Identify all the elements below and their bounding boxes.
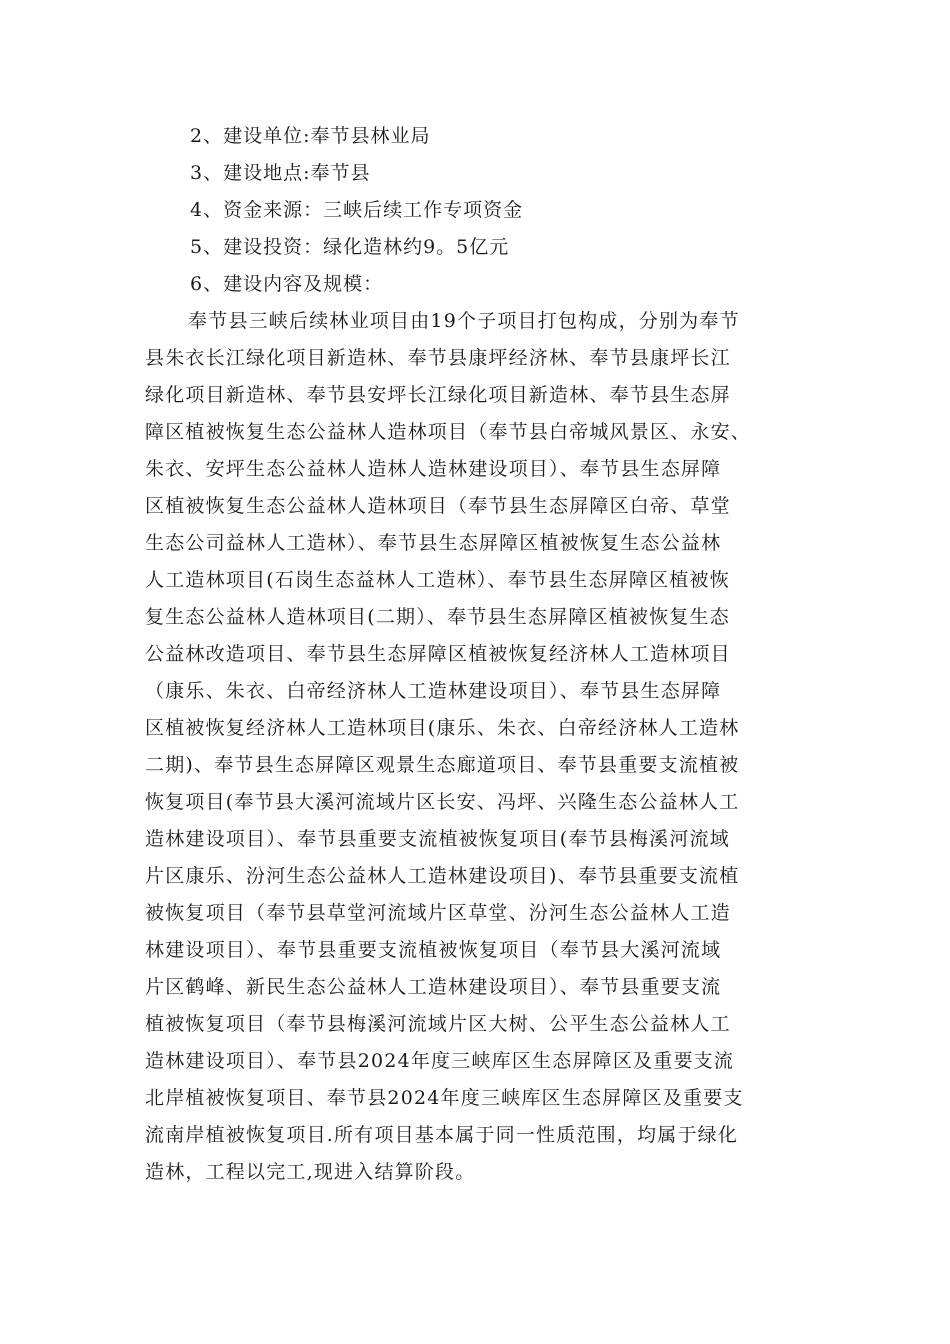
paragraph-line: 绿化项目新造林、奉节县安坪长江绿化项目新造林、奉节县生态屏 [145, 384, 731, 406]
item-investment: 5、建设投资：绿化造林约9。5亿元 [190, 236, 510, 258]
paragraph-line: 植被恢复项目（奉节县梅溪河流域片区大树、公平生态公益林人工 [145, 1013, 731, 1035]
paragraph-line: 造林建设项目）、奉节县2024年度三峡库区生态屏障区及重要支流 [145, 1050, 735, 1072]
item-construction-unit: 2、建设单位:奉节县林业局 [190, 125, 431, 147]
paragraph-line: 复生态公益林人造林项目(二期）、奉节县生态屏障区植被恢复生态 [145, 606, 730, 628]
paragraph-line: （康乐、朱衣、白帝经济林人工造林建设项目）、奉节县生态屏障 [145, 680, 722, 702]
paragraph-line: 二期)、奉节县生态屏障区观景生态廊道项目、奉节县重要支流植被 [145, 754, 740, 776]
paragraph-line: 人工造林项目(石岗生态益林人工造林）、奉节县生态屏障区植被恢 [145, 569, 730, 591]
paragraph-line: 造林，工程以完工,现进入结算阶段。 [145, 1161, 476, 1183]
paragraph-line: 生态公司益林人工造林）、奉节县生态屏障区植被恢复生态公益林 [145, 532, 722, 554]
paragraph-line: 朱衣、安坪生态公益林人造林人造林建设项目）、奉节县生态屏障 [145, 458, 722, 480]
paragraph-line: 障区植被恢复生态公益林人造林项目（奉节县白帝城风景区、永安、 [145, 421, 752, 443]
paragraph-line: 区植被恢复经济林人工造林项目(康乐、朱衣、白帝经济林人工造林 [145, 717, 740, 739]
paragraph-line: 流南岸植被恢复项目.所有项目基本属于同一性质范围，均属于绿化 [145, 1124, 739, 1146]
paragraph-line: 恢复项目(奉节县大溪河流域片区长安、冯坪、兴隆生态公益林人工 [145, 791, 740, 813]
paragraph-line: 区植被恢复生态公益林人造林项目（奉节县生态屏障区白帝、草堂 [145, 495, 731, 517]
paragraph-line: 县朱衣长江绿化项目新造林、奉节县康坪经济林、奉节县康坪长江 [145, 347, 731, 369]
paragraph-line: 奉节县三峡后续林业项目由19个子项目打包构成，分别为奉节 [188, 310, 740, 332]
paragraph-line: 片区鹤峰、新民生态公益林人工造林建设项目）、奉节县重要支流 [145, 976, 722, 998]
item-content-scale: 6、建设内容及规模： [190, 273, 384, 295]
paragraph-line: 林建设项目）、奉节县重要支流植被恢复项目（奉节县大溪河流域 [145, 939, 722, 961]
paragraph-line: 公益林改造项目、奉节县生态屏障区植被恢复经济林人工造林项目 [145, 643, 731, 665]
item-funding-source: 4、资金来源：三峡后续工作专项资金 [190, 199, 524, 221]
paragraph-line: 北岸植被恢复项目、奉节县2024年度三峡库区生态屏障区及重要支 [145, 1087, 744, 1109]
paragraph-line: 造林建设项目）、奉节县重要支流植被恢复项目(奉节县梅溪河流域 [145, 828, 730, 850]
paragraph-line: 被恢复项目（奉节县草堂河流域片区草堂、汾河生态公益林人工造 [145, 902, 731, 924]
paragraph-line: 片区康乐、汾河生态公益林人工造林建设项目)、奉节县重要支流植 [145, 865, 740, 887]
item-construction-site: 3、建设地点:奉节县 [190, 162, 371, 184]
